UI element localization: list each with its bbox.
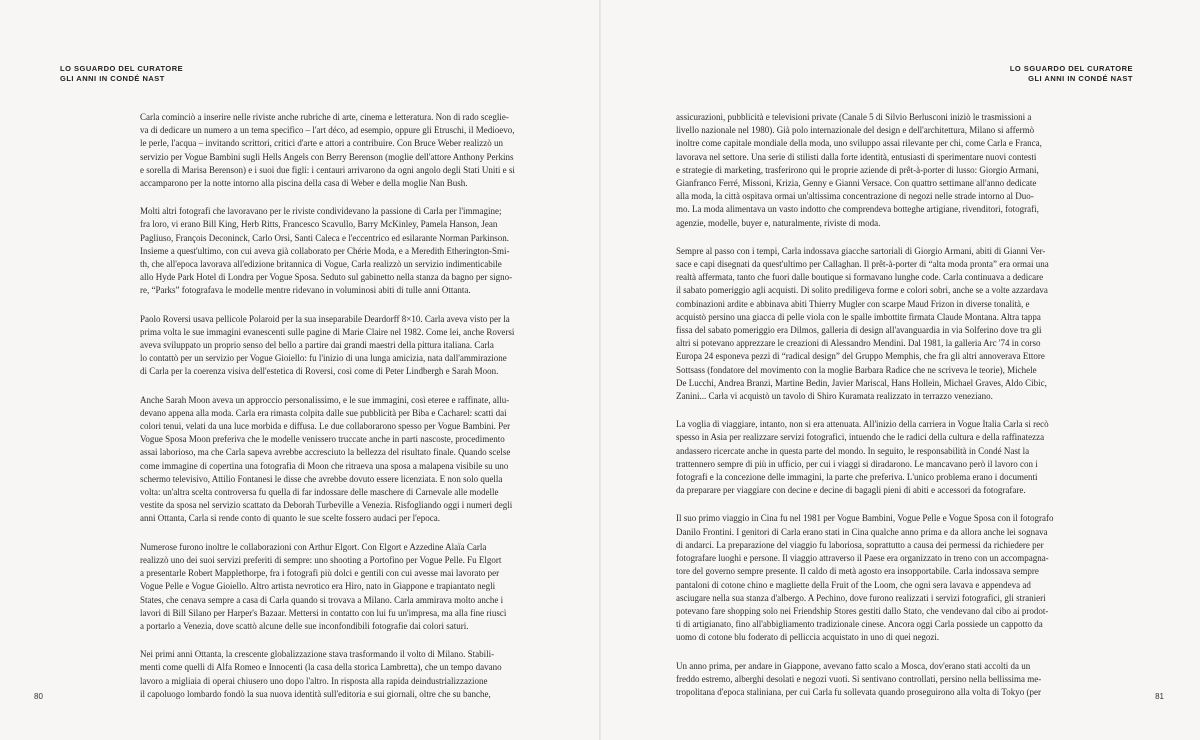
- paragraph: Un anno prima, per andare in Giappone, avevano fatto scalo a Mosca, dov'erano stati accolti da un freddo estremo, alberghi desolati e negozi vuoti. Si sentivano controllati, persino nella bellissima me- tropolitana d'epoca staliniana, per cui Carla fu sollevata quando proseguirono alla volta di Tokyo (per: [676, 660, 1042, 697]
- paragraph: Sempre al passo con i tempi, Carla indossava giacche sartoriali di Giorgio Armani, abiti di Gianni Ver- sace e capi disegnati da quest'ultimo per Callaghan. Il prêt-à-porter di “alta moda pronta” era ormai una realtà affermata, tanto che fuori dalle boutique si formavano lunghe code. Carla continuava a dedicare il sabato pomeriggio agli acquisti. Di solito prediligeva forme e colori sobri, anche se a volte azzardava combinazioni ardite e abbinava abiti Thierry Mugler con scarpe Maud Frizon in diverse tonalità, e acquistò persino una giacca di pelle viola con le spalle imbottite firmata Claude Montana. Altra tappa fissa del sabato pomeriggio era Dilmos, galleria di design all'avanguardia in via Solferino dove tra gli altri si potevano apprezzare le creazioni di Alessandro Mendini. Dal 1981, la galleria Arc '74 in corso Europa 24 esponeva pezzi di “radical design” del Gruppo Memphis, che fra gli altri annoverava Ettore Sottsass (fondatore del movimento con la moglie Barbara Radice che ne scriveva le teorie), Michele De Lucchi, Andrea Branzi, Martine Bedin, Javier Mariscal, Hans Hollein, Michael Graves, Aldo Cibic, Zanini... Carla vi acquistò un tavolo di Shiro Kuramata realizzato in terrazzo veneziano.: [676, 245, 1049, 402]
- paragraph: Nei primi anni Ottanta, la crescente globalizzazione stava trasformando il volto di Milano. Stabili- menti come quelli di Alfa Romeo e Innocenti (la casa della storica Lambretta), che un tempo davano lavoro a migliaia di operai chiusero uno dopo l'altro. In risposta alla rapida deindustrializzazione il capoluogo lombardo fondò la sua nuova identità sull'editoria e sui giornali, oltre che su banche,: [140, 649, 502, 699]
- header-line2: GLI ANNI IN CONDÉ NAST: [60, 74, 165, 83]
- running-header-left: [60, 64, 183, 84]
- paragraph: La voglia di viaggiare, intanto, non si era attenuata. All'inizio della carriera in Vogue Italia Carla si recò spesso in Asia per realizzare servizi fotografici, intuendo che le radici della cultura e della raffinatezza andassero ricercate anche in questa parte del mondo. In seguito, le responsabilità in Condé Nast la trattennero sempre di più in ufficio, per cui i viaggi si diradarono. Le mancavano però il lavoro con i fotografi e la concezione delle immagini, la parte che preferiva. L'unico problema erano i documenti da preparare per viaggiare con decine e decine di bagagli pieni di abiti e accessori da fotografare.: [676, 419, 1049, 496]
- body-text-left: [140, 111, 526, 716]
- page-number-left: 80: [34, 692, 43, 701]
- paragraph: Il suo primo viaggio in Cina fu nel 1981 per Vogue Bambini, Vogue Pelle e Vogue Sposa con il fotografo Danilo Frontini. I genitori di Carla erano stati in Cina qualche anno prima e da allora anche lei sognava di andarci. La preparazione del viaggio fu laboriosa, soprattutto a causa dei permessi da richiedere per fotografare luoghi e persone. Il viaggio attraverso il Paese era organizzato in treno con un accompagna- tore del governo sempre presente. Il caldo di metà agosto era insopportabile. Carla indossava sempre pantaloni di cotone chino e magliette della Fruit of the Loom, che ogni sera lavava e appendeva ad asciugare nella sua stanza d'albergo. A Pechino, dove furono realizzati i servizi fotografici, gli stranieri potevano fare shopping solo nei Friendship Stores gestiti dallo Stato, che vendevano dal cibo ai prodot- ti di artigianato, fino all'abbigliamento tradizionale cinese. Ancora oggi Carla possiede un cappotto da uomo di cotone blu foderato di pelliccia acquistato in uno di quei negozi.: [676, 513, 1054, 643]
- paragraph: Numerose furono inoltre le collaborazioni con Arthur Elgort. Con Elgort e Azzedine Alaïa Carla realizzò uno dei suoi servizi preferiti di sempre: uno shooting a Portofino per Vogue Pelle. Fu Elgort a presentarle Robert Mapplethorpe, fra i fotografi più dolci e gentili con cui avesse mai lavorato per Vogue Pelle e Vogue Gioiello. Altro artista nevrotico era Hiro, nato in Giappone e trapiantato negli States, che cenava sempre a casa di Carla quando si trovava a Milano. Carla ammirava molto anche i lavori di Bill Silano per Harper's Bazaar. Mettersi in contatto con lui fu un'impresa, ma alla fine riuscì a portarlo a Venezia, dove scattò alcune delle sue inconfondibili fotografie dai colori saturi.: [140, 541, 507, 631]
- paragraph: Molti altri fotografi che lavoravano per le riviste condividevano la passione di Carla per l'immagine; fra loro, vi erano Bill King, Herb Ritts, Francesco Scavullo, Barry McKinley, Pamela Hanson, Jean Pagliuso, François Deconinck, Carlo Orsi, Santi Caleca e l'eccentrico ed esilarante Norman Parkinson. Insieme a quest'ultimo, con cui aveva già collaborato per Chérie Moda, e a Meredith Etherington-Smi- th, che all'epoca lavorava all'edizione britannica di Vogue, Carla realizzò un servizio indimenticabile allo Hyde Park Hotel di Londra per Vogue Sposa. Seduto sul gabinetto nella stanza da bagno per signo- re, “Parks” fotografava le modelle mentre ridevano in voluminosi abiti di tulle anni Ottanta.: [140, 206, 513, 296]
- header-line2: GLI ANNI IN CONDÉ NAST: [1028, 74, 1133, 83]
- paragraph: assicurazioni, pubblicità e televisioni private (Canale 5 di Silvio Berlusconi iniziò le trasmissioni a livello nazionale nel 1980). Già polo internazionale del design e dell'architettura, Milano si affermò inoltre come capitale mondiale della moda, uno sviluppo assai rilevante per chi, come Carla e Franca, lavorava nel settore. Una serie di stilisti dalla forte identità, entusiasti di sperimentare nuovi contesti e strategie di marketing, trasferirono qui le proprie aziende di prêt-à-porter di lusso: Giorgio Armani, Gianfranco Ferré, Missoni, Krizia, Genny e Gianni Versace. Con quattro settimane all'anno dedicate alla moda, la città ospitava ormai un'altissima concentrazione di negozi nelle strade intorno al Duo- mo. La moda alimentava un vasto indotto che comprendeva botteghe artigiane, rivenditori, fotografi, agenzie, modelle, buyer e, naturalmente, riviste di moda.: [676, 112, 1042, 228]
- body-text-right: [676, 111, 1062, 714]
- right-page: [601, 0, 1200, 740]
- header-line1: LO SGUARDO DEL CURATORE: [60, 64, 184, 73]
- left-page: [0, 0, 599, 740]
- paragraph: Paolo Roversi usava pellicole Polaroid per la sua inseparabile Deardorff 8×10. Carla aveva visto per la prima volta le sue immagini evanescenti sulle pagine di Marie Claire nel 1982. Come lei, anche Roversi aveva sviluppato un proprio senso del bello a partire dai grandi maestri della pittura italiana. Carla lo contattò per un servizio per Vogue Gioiello: fu l'inizio di una lunga amicizia, nata dall'ammirazione di Carla per la coerenza visiva dell'estetica di Roversi, così come di Peter Lindbergh e Sarah Moon.: [140, 313, 515, 377]
- header-line1: LO SGUARDO DEL CURATORE: [1009, 64, 1133, 73]
- paragraph: Carla cominciò a inserire nelle riviste anche rubriche di arte, cinema e letteratura. Non di rado sceglie- va di dedicare un numero a un tema specifico – l'art déco, ad esempio, oppure gli Etruschi, il Medioevo, le perle, l'acqua – invitando scrittori, critici d'arte e attori a contribuire. Con Bruce Weber realizzò un servizio per Vogue Bambini sugli Hells Angels con Berry Berenson (moglie dell'attore Anthony Perkins e sorella di Marisa Berenson) e i suoi due figli: i centauri arrivarono da ogni angolo degli Stati Uniti e si accamparono per la notte intorno alla piscina della casa di Weber e della moglie Nan Bush.: [140, 112, 515, 189]
- paragraph: Anche Sarah Moon aveva un approccio personalissimo, e le sue immagini, così eteree e raffinate, allu- devano appena alla moda. Carla era rimasta colpita dalle sue pubblicità per Biba e Cacharel: scatti dai colori tenui, velati da una luce morbida e diffusa. Le due collaborarono spesso per Vogue Bambini. Per Vogue Sposa Moon preferiva che le modelle venissero truccate anche in parti nascoste, procedimento assai laborioso, ma che Carla sapeva avrebbe accresciuto la bellezza del risultato finale. Quando scelse come immagine di copertina una fotografia di Moon che ritraeva una sposa a malapena visibile su uno schermo televisivo, Attilio Fontanesi le disse che avrebbe dovuto essere licenziata. E non solo quella volta: un'altra scelta controversa fu quella di far indossare delle maschere di Carnevale alle modelle vestite da sposa nel servizio scattato da Deborah Turbeville a Venezia. Risfogliando oggi i numeri degli anni Ottanta, Carla si rende conto di quanto le sue scelte fossero audaci per l'epoca.: [140, 394, 513, 524]
- page-number-right: 81: [1155, 692, 1164, 701]
- running-header-right: [1010, 64, 1133, 84]
